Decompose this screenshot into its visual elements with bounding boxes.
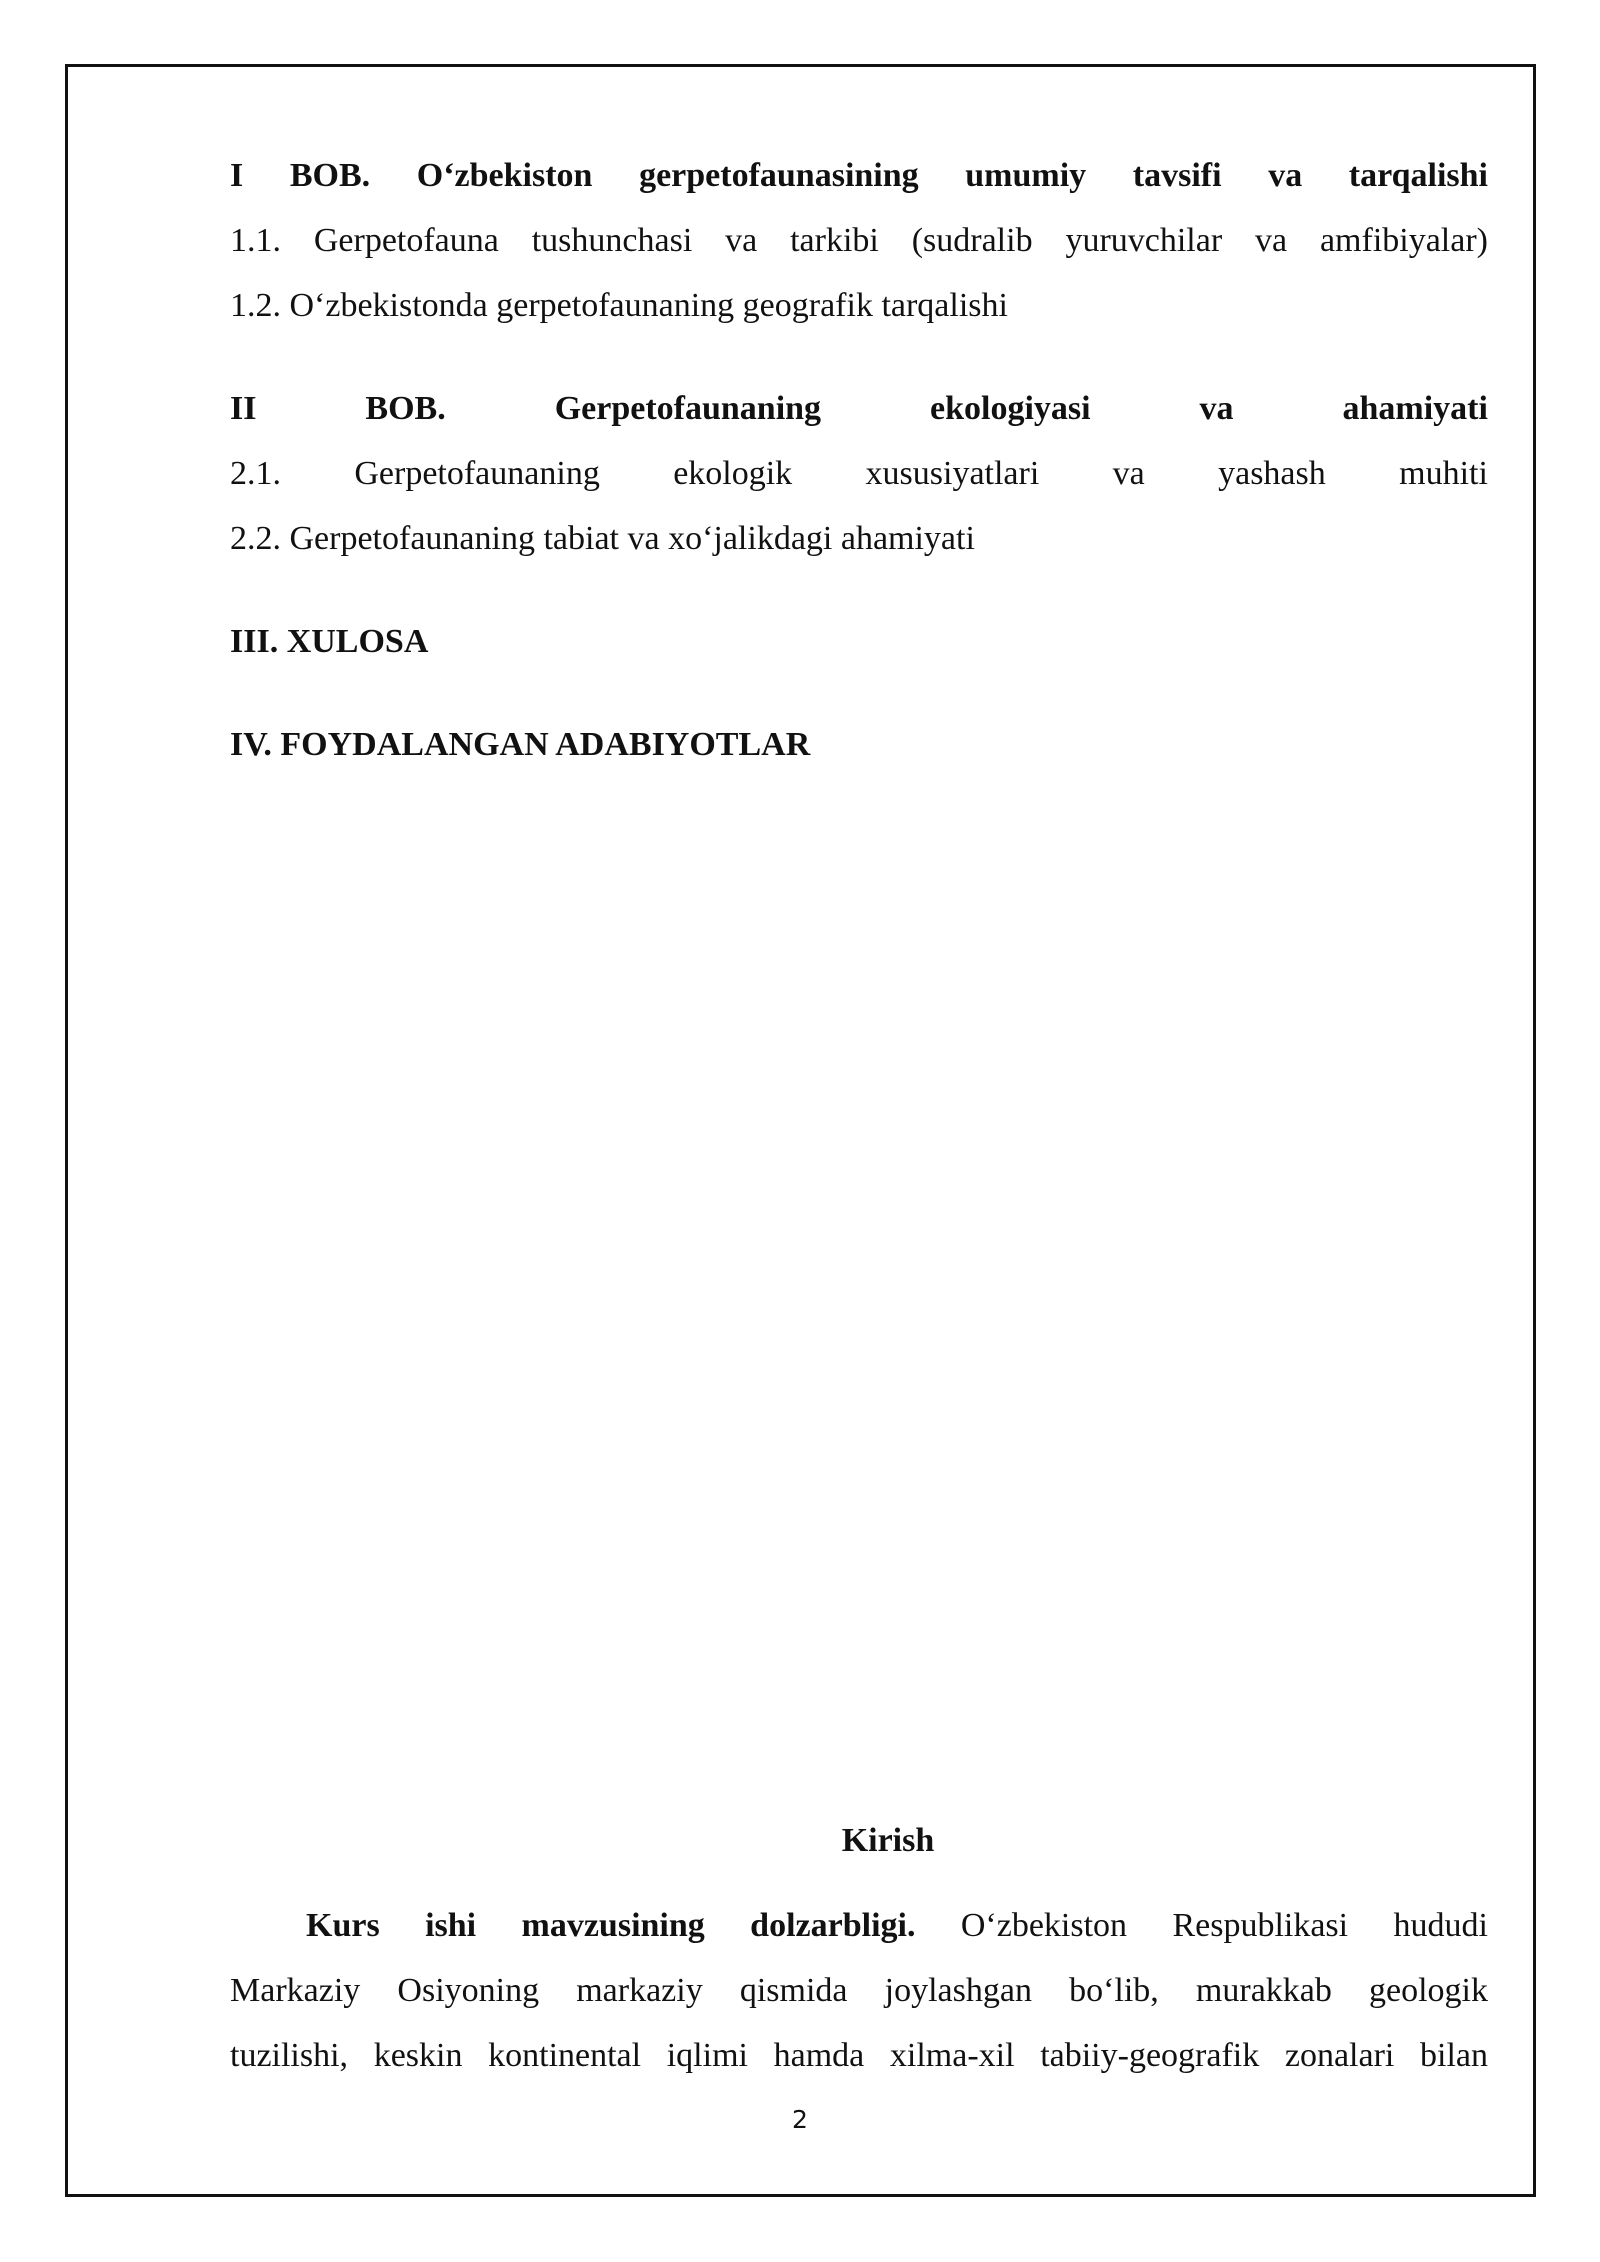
intro-word: xilma-xil [889,2037,1015,2074]
toc-word: BOB. [289,157,371,194]
intro-word: bilan [1420,2037,1488,2074]
intro-word: geologik [1369,1972,1488,2009]
toc-chapter-1 [230,156,1488,196]
page-number: 2 [792,2105,808,2134]
intro-word: mavzusining [521,1907,705,1944]
toc-word: ekologik [673,455,793,492]
toc-word: Gerpetofauna [313,222,499,259]
intro-word: iqlimi [666,2037,748,2074]
toc-word: Gerpetofaunaning [354,455,600,492]
intro-heading: Kirish [841,1822,935,1859]
intro-word: joylashgan [884,1972,1032,2009]
toc-word: va [1112,455,1145,492]
intro-word: hamda [773,2037,865,2074]
intro-word: dolzarbligi. [750,1907,916,1944]
toc-references: IV. FOYDALANGAN ADABIYOTLAR [230,726,811,763]
toc-section-1-2: 1.2. O‘zbekistonda gerpetofaunaning geografik tarqalishi [230,287,1008,324]
toc-section-2-1 [230,454,1488,494]
toc-word: yuruvchilar [1065,222,1223,259]
intro-word: hududi [1393,1907,1488,1944]
toc-word: 2.1. [230,455,281,492]
toc-word: ekologiyasi [930,390,1091,427]
toc-word: amfibiyalar) [1319,222,1488,259]
toc-word: O‘zbekiston [416,157,593,194]
intro-line-1 [230,1906,1488,1946]
intro-word: Osiyoning [397,1972,540,2009]
intro-word: Respublikasi [1172,1907,1349,1944]
intro-word: tabiiy-geografik [1040,2037,1260,2074]
intro-line-2 [230,1971,1488,2011]
toc-word: I [230,157,244,194]
toc-word: tarqalishi [1348,157,1488,194]
intro-word: bo‘lib, [1069,1972,1159,2009]
intro-word: tuzilishi, [230,2037,349,2074]
toc-word: umumiy [965,157,1087,194]
intro-word: Markaziy [230,1972,361,2009]
intro-word: ishi [425,1907,477,1944]
intro-word: keskin [373,2037,463,2074]
toc-word: gerpetofaunasining [639,157,919,194]
toc-word: 1.1. [230,222,281,259]
toc-conclusion: III. XULOSA [230,623,429,660]
intro-line-3 [230,2036,1488,2076]
toc-word: tavsifi [1132,157,1222,194]
intro-word: zonalari [1284,2037,1395,2074]
intro-word: markaziy [576,1972,703,2009]
toc-chapter-2 [230,389,1488,429]
toc-word: va [1199,390,1234,427]
intro-word: O‘zbekiston [960,1907,1128,1944]
toc-word: yashash [1218,455,1326,492]
toc-word: va [1255,222,1288,259]
toc-word: ahamiyati [1342,390,1488,427]
toc-word: va [1268,157,1303,194]
toc-word: BOB. [365,390,446,427]
toc-word: Gerpetofaunaning [554,390,822,427]
page-border [65,64,1536,2197]
intro-word: Kurs [306,1907,380,1944]
intro-word: murakkab [1195,1972,1332,2009]
intro-word: qismida [739,1972,848,2009]
toc-word: tushunchasi [531,222,693,259]
toc-word: xususiyatlari [865,455,1040,492]
toc-section-2-2: 2.2. Gerpetofaunaning tabiat va xo‘jalikdagi ahamiyati [230,520,975,557]
toc-word: (sudralib [911,222,1033,259]
toc-word: muhiti [1399,455,1488,492]
toc-section-1-1 [230,221,1488,261]
toc-word: II [230,390,257,427]
toc-word: va [725,222,758,259]
toc-word: tarkibi [790,222,879,259]
intro-word: kontinental [488,2037,642,2074]
